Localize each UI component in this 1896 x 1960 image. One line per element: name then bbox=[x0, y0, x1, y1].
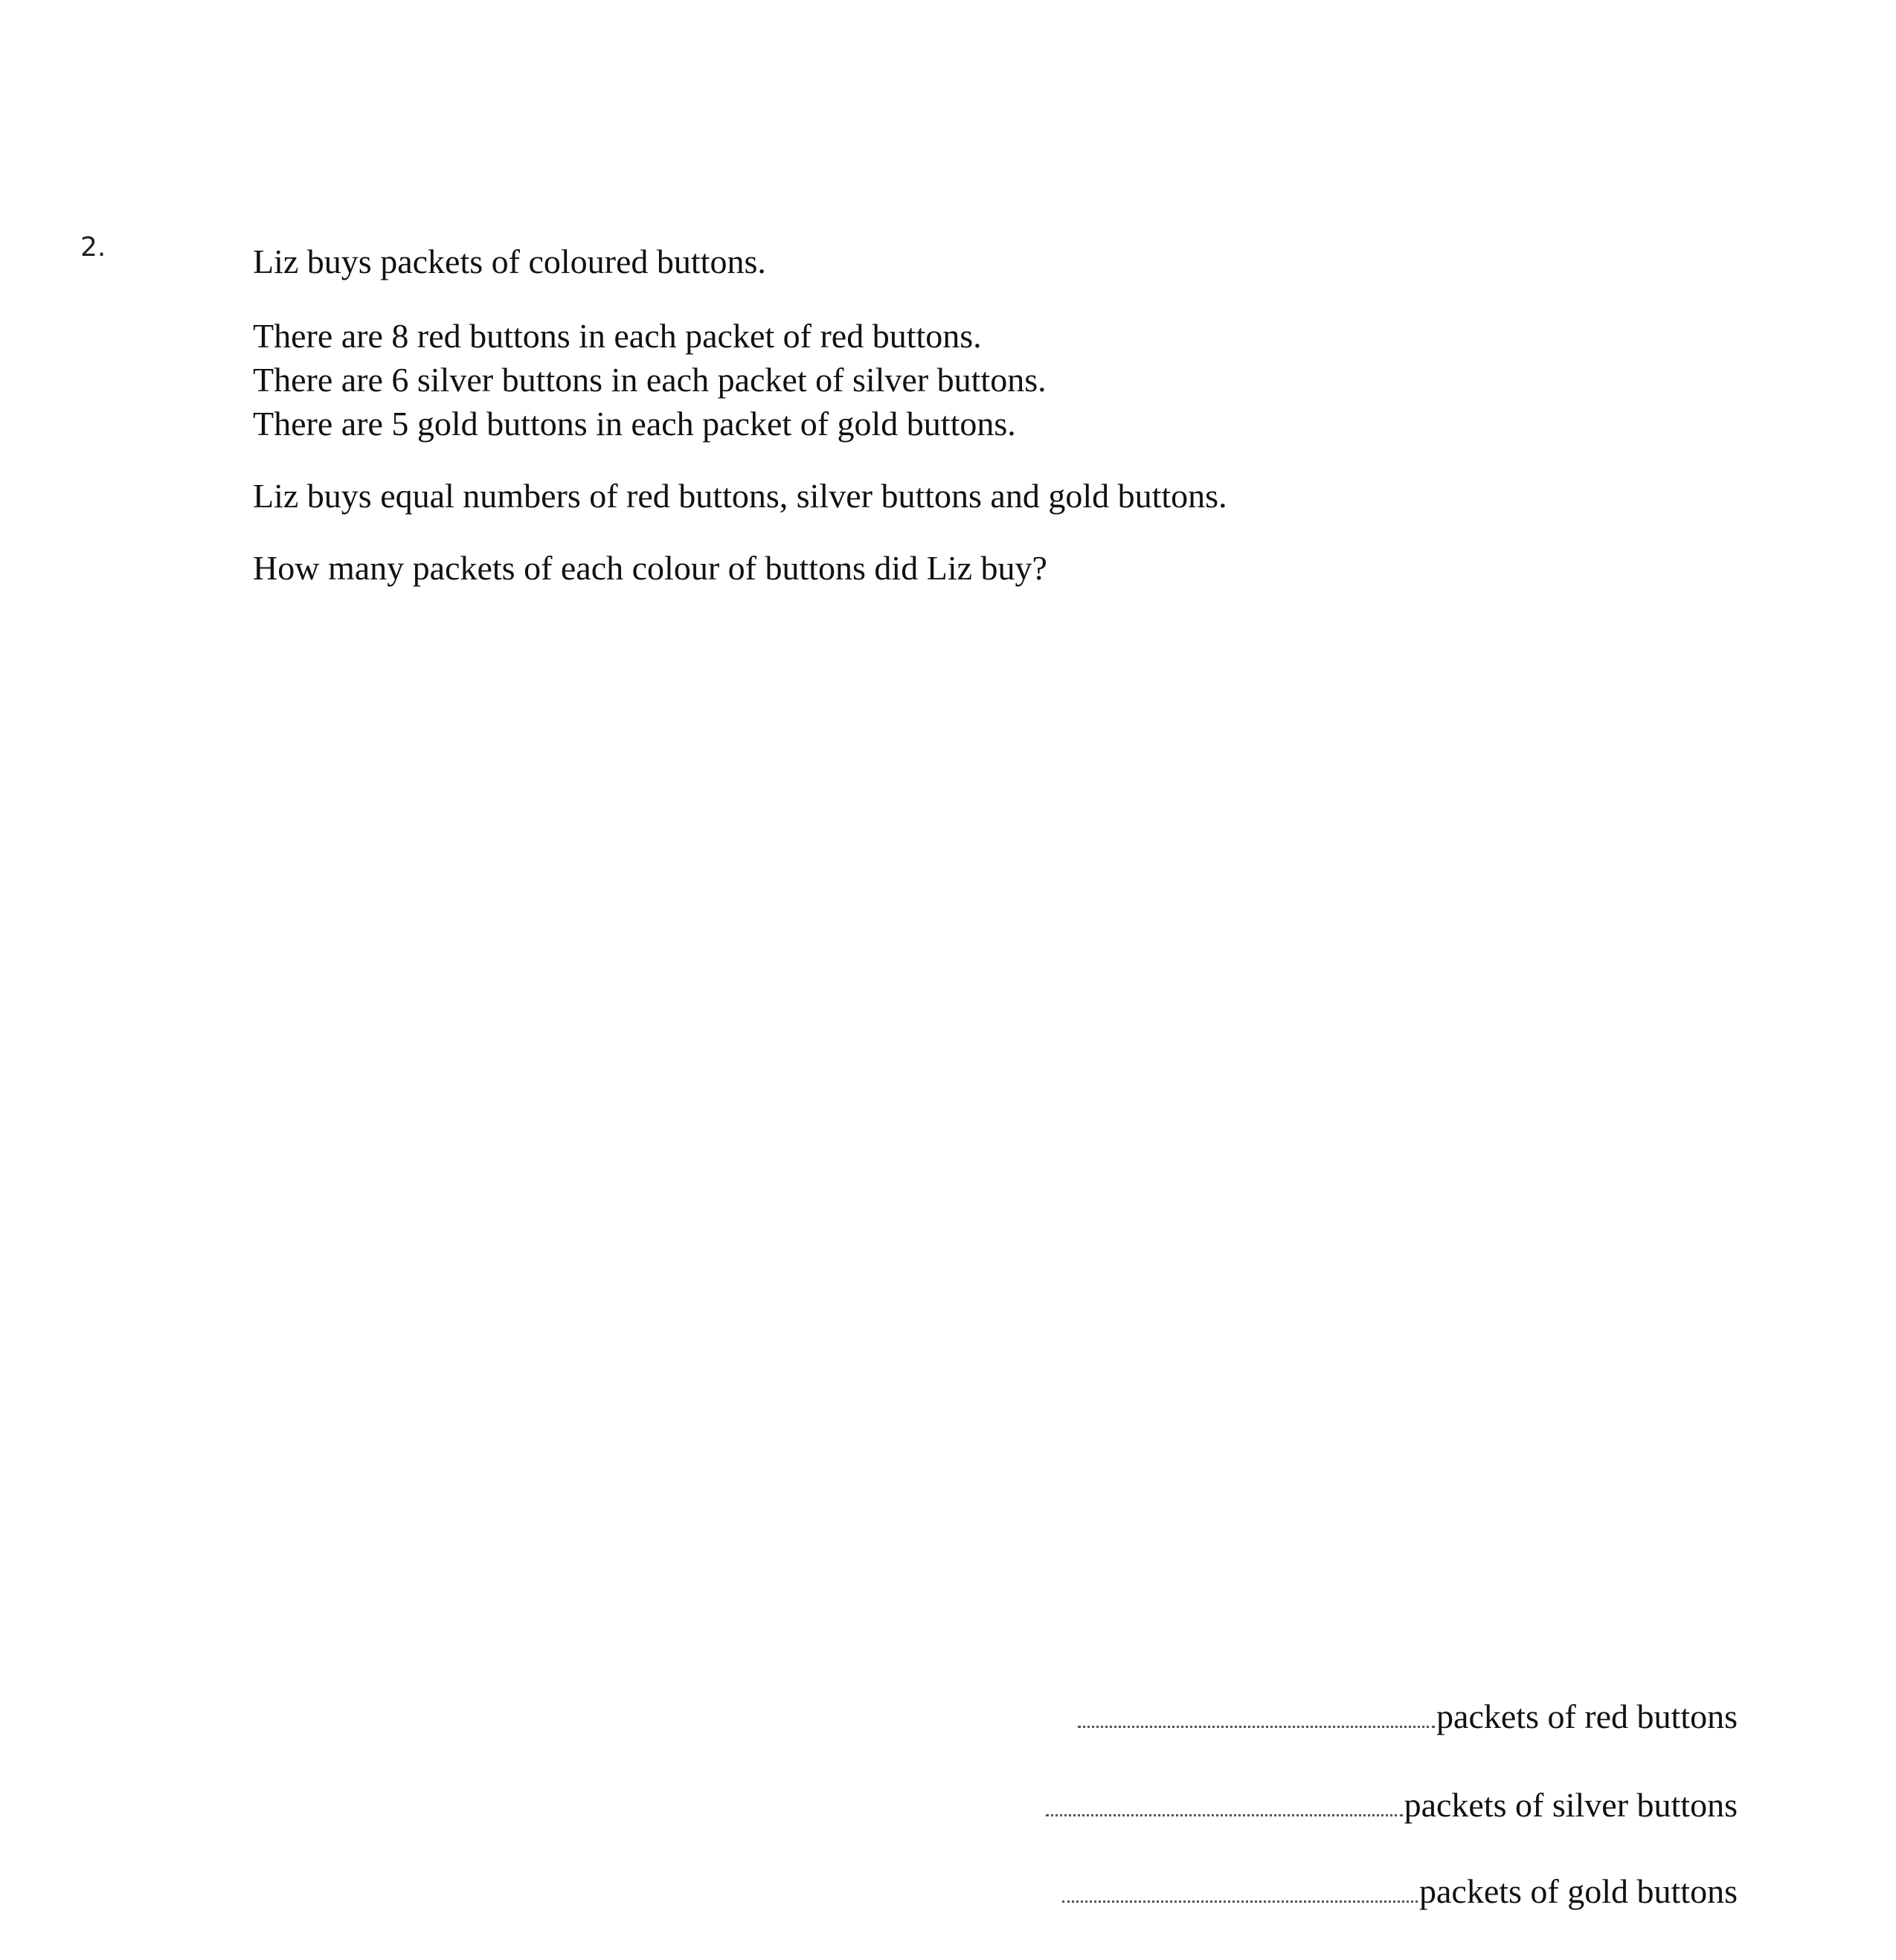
answer-red bbox=[1078, 1694, 1738, 1739]
answer-gold-label: packets of gold buttons bbox=[1419, 1872, 1738, 1910]
question-prompt: How many packets of each colour of buttons did Liz buy? bbox=[253, 549, 1047, 587]
question-facts bbox=[253, 314, 1047, 446]
question-condition: Liz buys equal numbers of red buttons, silver buttons and gold buttons. bbox=[253, 477, 1227, 515]
answer-gold-blank[interactable] bbox=[1062, 1895, 1418, 1903]
answer-silver-label: packets of silver buttons bbox=[1404, 1786, 1738, 1824]
fact-silver: There are 6 silver buttons in each packet of silver buttons. bbox=[253, 361, 1047, 399]
answer-silver bbox=[1046, 1783, 1738, 1828]
fact-gold: There are 5 gold buttons in each packet of gold buttons. bbox=[253, 405, 1016, 443]
fact-red: There are 8 red buttons in each packet of red buttons. bbox=[253, 317, 982, 355]
answer-red-blank[interactable] bbox=[1078, 1720, 1435, 1728]
answer-red-label: packets of red buttons bbox=[1436, 1697, 1738, 1735]
answer-silver-blank[interactable] bbox=[1046, 1808, 1403, 1816]
question-number: 2. bbox=[80, 232, 106, 263]
question-intro: Liz buys packets of coloured buttons. bbox=[253, 242, 766, 280]
answer-gold bbox=[1062, 1869, 1738, 1914]
